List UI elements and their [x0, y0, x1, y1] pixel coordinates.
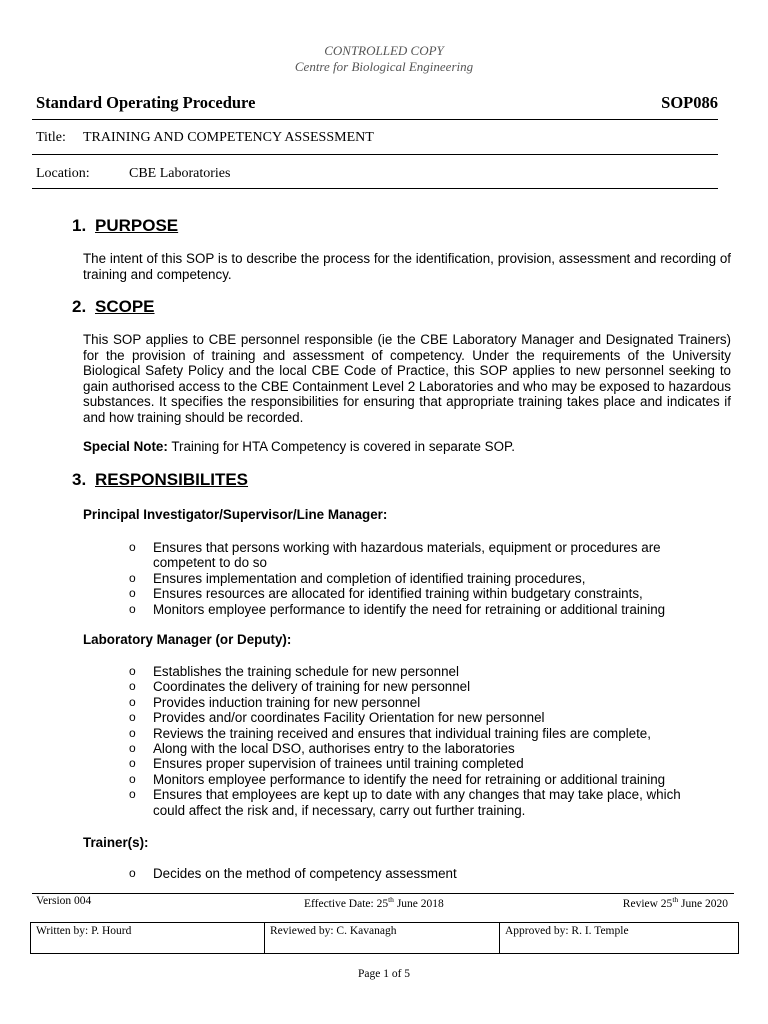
divider — [32, 154, 718, 155]
section-title: PURPOSE — [95, 216, 179, 235]
trainer-heading: Trainer(s): — [83, 835, 149, 850]
footer-divider — [32, 893, 734, 894]
title-label: Title: — [36, 130, 66, 145]
list-item — [0, 679, 713, 694]
special-note — [83, 439, 731, 455]
pi-heading: Principal Investigator/Supervisor/Line Manager: — [83, 507, 388, 522]
list-item — [0, 866, 713, 881]
location-value: CBE Laboratories — [129, 166, 231, 181]
list-item — [0, 787, 713, 818]
signoff-table — [30, 922, 739, 954]
title-row — [36, 130, 374, 146]
section-purpose-heading — [72, 216, 178, 236]
bullet-icon: o — [129, 570, 136, 585]
doc-type: Standard Operating Procedure — [36, 93, 256, 112]
divider — [32, 188, 718, 189]
list-item-text: Ensures that persons working with hazardous materials, equipment or procedures are competent to do so — [153, 540, 661, 571]
location-label: Location: — [36, 166, 90, 181]
bullet-icon: o — [129, 586, 136, 601]
trainer-list — [0, 866, 768, 881]
list-item — [0, 540, 713, 571]
bullet-icon: o — [129, 756, 136, 771]
list-item — [0, 772, 713, 787]
list-item-text: Monitors employee performance to identify the need for retraining or additional training — [153, 771, 666, 787]
lab-manager-list — [0, 664, 768, 818]
reviewed-by: Reviewed by: C. Kavanagh — [265, 923, 500, 954]
section-responsibilities-heading — [72, 470, 248, 490]
purpose-text: The intent of this SOP is to describe the process for the identification, provision, assessment and recording of training and competency. — [83, 251, 731, 282]
bullet-icon: o — [129, 787, 136, 802]
bullet-icon: o — [129, 540, 136, 554]
centre-name: Centre for Biological Engineering — [294, 59, 474, 74]
bullet-icon: o — [129, 771, 136, 786]
title-value: TRAINING AND COMPETENCY ASSESSMENT — [83, 130, 374, 145]
controlled-copy-banner — [0, 43, 768, 75]
list-item-text: Ensures that employees are kept up to date with any changes that may take place, which could affect the risk and, if necessary, carry out further training. — [153, 787, 681, 818]
list-item-text: Establishes the training schedule for new personnel — [153, 664, 459, 679]
footer — [36, 895, 728, 910]
review-date: Review 25th June 2020 — [622, 895, 728, 910]
sop-header — [36, 93, 718, 113]
bullet-icon: o — [129, 725, 136, 740]
lab-manager-heading: Laboratory Manager (or Deputy): — [83, 632, 292, 647]
written-by: Written by: P. Hourd — [31, 923, 265, 954]
controlled-copy-label: CONTROLLED COPY — [324, 43, 444, 58]
list-item-text: Provides and/or coordinates Facility Orientation for new personnel — [153, 710, 545, 726]
section-scope-heading — [72, 297, 155, 317]
list-item-text: Decides on the method of competency assessment — [153, 866, 457, 881]
version: Version 004 — [36, 895, 92, 907]
scope-text: This SOP applies to CBE personnel responsible (ie the CBE Laboratory Manager and Designated Trainers) for the provision of training and assessment of competency. Under the requirements of the University Biological Safety Policy and the local CBE Code of Practice, this SOP applies to new personnel seeking to gain authorised access to the CBE Containment Level 2 Laboratories and who may be exposed to hazardous substances. It specifies the responsibilities for ensuring that appropriate training takes place and indicates if and how training should be recorded. — [83, 332, 731, 425]
section-title: SCOPE — [95, 297, 155, 316]
location-row — [36, 166, 231, 182]
section-number: 3. — [72, 470, 87, 489]
pi-list — [0, 540, 768, 617]
section-number: 1. — [72, 216, 87, 235]
list-item-text: Along with the local DSO, authorises entry to the laboratories — [153, 741, 515, 757]
list-item — [0, 726, 713, 741]
special-note-text: Training for HTA Competency is covered in separate SOP. — [167, 439, 515, 454]
list-item-text: Provides induction training for new personnel — [153, 694, 421, 710]
bullet-icon: o — [129, 679, 136, 694]
list-item-text: Ensures implementation and completion of identified training procedures, — [153, 570, 586, 586]
list-item-text: Monitors employee performance to identify the need for retraining or additional training — [153, 601, 666, 617]
list-item-text: Ensures resources are allocated for identified training within budgetary constraints, — [153, 586, 643, 602]
bullet-icon: o — [129, 866, 136, 880]
section-number: 2. — [72, 297, 87, 316]
approved-by: Approved by: R. I. Temple — [500, 923, 739, 954]
divider — [32, 119, 718, 120]
list-item — [0, 695, 713, 710]
list-item — [0, 710, 713, 725]
list-item — [0, 571, 713, 586]
bullet-icon: o — [129, 601, 136, 616]
page-number: Page 1 of 5 — [357, 968, 411, 980]
special-note-label: Special Note: — [83, 439, 168, 454]
list-item — [0, 664, 713, 679]
bullet-icon: o — [129, 694, 136, 709]
sop-number: SOP086 — [661, 93, 718, 112]
list-item-text: Ensures proper supervision of trainees until training completed — [153, 756, 524, 772]
list-item — [0, 586, 713, 601]
bullet-icon: o — [129, 710, 136, 725]
section-title: RESPONSIBILITES — [95, 470, 249, 489]
bullet-icon: o — [129, 664, 136, 678]
list-item — [0, 602, 713, 617]
list-item — [0, 756, 713, 771]
list-item-text: Coordinates the delivery of training for new personnel — [153, 679, 471, 695]
effective-date: Effective Date: 25th June 2018 — [304, 895, 444, 910]
list-item — [0, 741, 713, 756]
bullet-icon: o — [129, 741, 136, 756]
list-item-text: Reviews the training received and ensures that individual training files are complete, — [153, 725, 651, 741]
